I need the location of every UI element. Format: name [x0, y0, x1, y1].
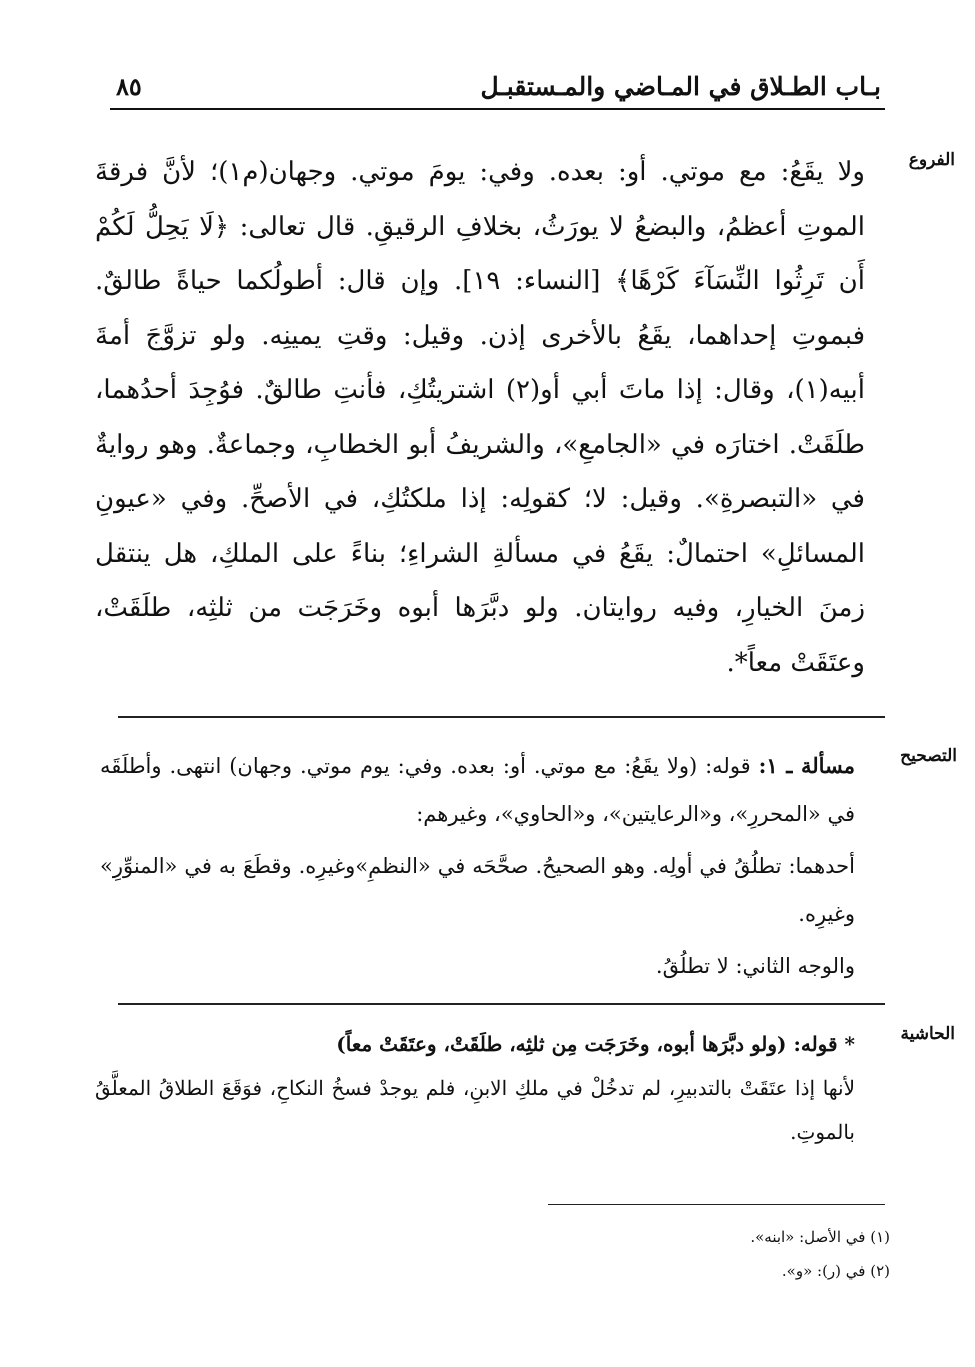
hashiya-quote: * قوله: (ولو دبَّرَها أبوه، وخَرَجَت مِن ثلثِه، طلَقَتْ، وعتَقَتْ معاً): [336, 1032, 855, 1056]
margin-label-hashiya: الحاشية: [900, 1024, 955, 1044]
margin-label-tashih: التصحيح: [900, 746, 957, 766]
footnotes: [530, 1220, 890, 1288]
hashiya-body: لأنها إذا عتَقَتْ بالتدبيرِ، لم تدخُلْ في ملكِ الابنِ، فلم يوجدْ فسخُ النكاحِ، فوَقَعَ الطلاقُ المعلَّقُ بالموتِ.: [95, 1076, 855, 1144]
footnote-2: (٢) في (ر): «و».: [781, 1262, 890, 1280]
hashiya-section: [95, 1022, 855, 1154]
page-number: ٨٥: [116, 72, 142, 101]
tashih-line-1: قوله: (ولا يقَعُ: مع موتي. أو: بعده. وفي: يوم موتي. وجهان) انتهى. وأطلَقَه في «المحررِ»، و«الرعايتين»، و«الحاوي»، وغيرهم:: [100, 754, 855, 826]
running-title: بـاب الطـلاق في المـاضي والمـستقبـل: [480, 72, 881, 101]
separator-tashih: [118, 716, 885, 718]
tashih-line-3: والوجه الثاني: لا تطلُقُ.: [655, 954, 855, 978]
tashih-first-line: [100, 742, 855, 838]
tashih-section: [100, 742, 855, 994]
footnote-1: (١) في الأصل: «ابنه».: [750, 1228, 890, 1246]
margin-label-furu: الفروع: [908, 150, 955, 170]
separator-hashiya: [118, 1003, 885, 1005]
main-text: [95, 145, 865, 690]
separator-footnotes: [548, 1204, 885, 1205]
page-header: [110, 72, 885, 110]
main-paragraph: ولا يقَعُ: مع موتي. أو: بعده. وفي: يومَ موتي. وجهان(م١)؛ لأنَّ فرقةَ الموتِ أعظمُ، والبضعُ لا يورَثُ، بخلافِ الرقيقِ. قال تعالى: ﴿لَا يَحِلُّ لَكُمْ أَن تَرِثُوا النِّسَآءَ كَرْهًا﴾ [النساء: ١٩]. وإن قال: أطولُكما حياةً طالقٌ. فبموتِ إحداهما، يقَعُ بالأخرى إذن. وقيل: وقتِ يمينِه. ولو تزوَّجَ أمةَ أبيه(١)، وقال: إذا ماتَ أبي أو(٢) اشتريتُكِ، فأنتِ طالقٌ. فوُجِدَ أحدُهما، طلَقَتْ. اختارَه في «الجامعِ»، والشريفُ أبو الخطابِ، وجماعةٌ. وهو روايةٌ في «التبصرةِ». وقيل: لا؛ كقولِه: إذا ملكتُكِ، في الأصحِّ. وفي «عيونِ المسائلِ» احتمالٌ: يقَعُ في مسألةِ الشراءِ؛ بناءً على الملكِ، هل ينتقل زمنَ الخيارِ، وفيه روايتان. ولو دبَّرَها أبوه وخَرَجَت من ثلثِه، طلَقَتْ، وعتَقَتْ معاً*.: [95, 157, 866, 678]
tashih-issue-label: مسألة ـ ١:: [758, 753, 855, 778]
tashih-line-2: أحدهما: تطلُقُ في أولِه. وهو الصحيحُ. صحَّحَه في «النظمِ»وغيرِه. وقطَعَ به في «المنوِّرِ» وغيرِه.: [100, 854, 855, 926]
